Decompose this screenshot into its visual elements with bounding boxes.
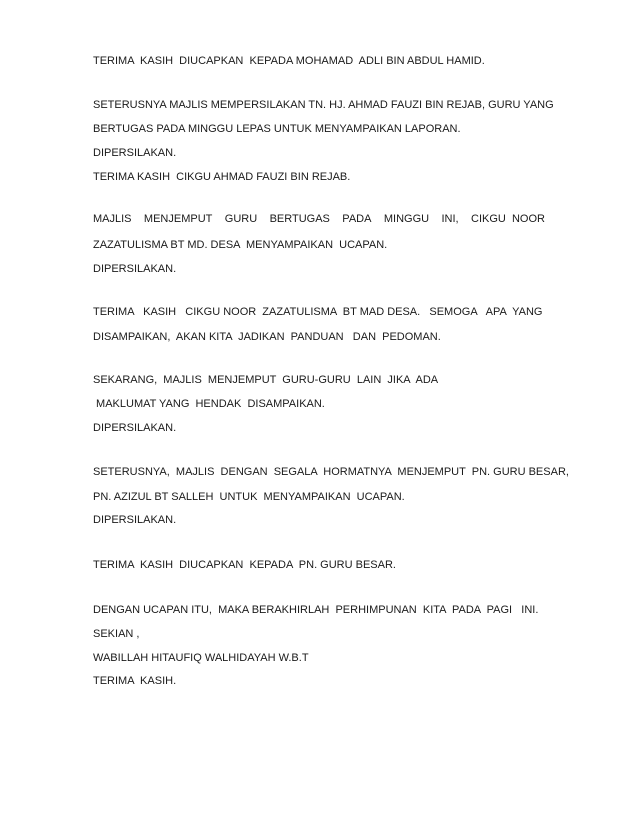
text-line: TERIMA KASIH DIUCAPKAN KEPADA PN. GURU BESAR.: [93, 559, 396, 571]
word: INI,: [441, 213, 459, 225]
text-line: DIPERSILAKAN.: [93, 147, 177, 159]
text-line: DIPERSILAKAN.: [93, 422, 177, 434]
text-line: ZAZATULISMA BT MD. DESA MENYAMPAIKAN UCAPAN.: [93, 239, 388, 251]
text-line: PN. AZIZUL BT SALLEH UNTUK MENYAMPAIKAN UCAPAN.: [93, 491, 405, 503]
text-line: MAKLUMAT YANG HENDAK DISAMPAIKAN.: [93, 398, 325, 410]
word: MINGGU: [383, 213, 430, 225]
text-line: BERTUGAS PADA MINGGU LEPAS UNTUK MENYAMPAIKAN LAPORAN.: [93, 123, 461, 135]
word: GURU: [224, 213, 258, 225]
text-line: TERIMA KASIH.: [93, 675, 177, 687]
text-line: DISAMPAIKAN, AKAN KITA JADIKAN PANDUAN DAN PEDOMAN.: [93, 331, 441, 343]
text-line: TERIMA KASIH DIUCAPKAN KEPADA MOHAMAD ADLI BIN ABDUL HAMID.: [93, 55, 485, 67]
text-line: WABILLAH HITAUFIQ WALHIDAYAH W.B.T: [93, 652, 309, 664]
word: PADA: [342, 213, 372, 225]
word: MENJEMPUT: [143, 213, 213, 225]
justified-text-line: [93, 212, 545, 226]
text-line: DENGAN UCAPAN ITU, MAKA BERAKHIRLAH PERHIMPUNAN KITA PADA PAGI INI.: [93, 604, 539, 616]
text-line: TERIMA KASIH CIKGU NOOR ZAZATULISMA BT MAD DESA. SEMOGA APA YANG: [93, 306, 543, 318]
text-line: DIPERSILAKAN.: [93, 514, 177, 526]
text-line: SETERUSNYA MAJLIS MEMPERSILAKAN TN. HJ. AHMAD FAUZI BIN REJAB, GURU YANG: [93, 99, 554, 111]
text-line: SEKARANG, MAJLIS MENJEMPUT GURU-GURU LAIN JIKA ADA: [93, 374, 439, 386]
text-line: SETERUSNYA, MAJLIS DENGAN SEGALA HORMATNYA MENJEMPUT PN. GURU BESAR,: [93, 466, 569, 478]
word: CIKGU NOOR: [471, 213, 545, 225]
text-line: DIPERSILAKAN.: [93, 263, 177, 275]
text-line: TERIMA KASIH CIKGU AHMAD FAUZI BIN REJAB.: [93, 171, 351, 183]
text-line: SEKIAN ,: [93, 628, 140, 640]
word: BERTUGAS: [269, 213, 330, 225]
word: MAJLIS: [93, 213, 132, 225]
